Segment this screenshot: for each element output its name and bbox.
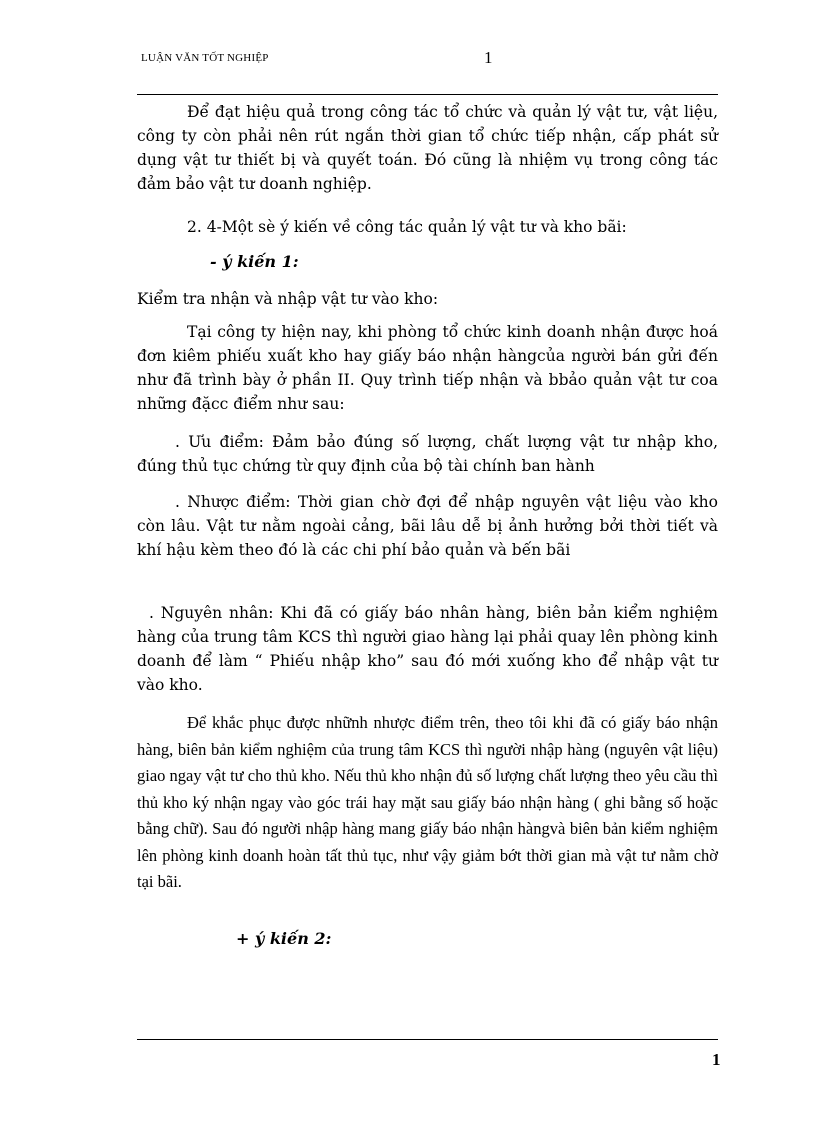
running-header-title: LUẬN VĂN TỐT NGHIỆP — [141, 52, 269, 64]
section-heading: 2. 4-Một sè ý kiến về công tác quản lý vật tư và kho bãi: — [187, 218, 627, 236]
paragraph-current-process: Tại công ty hiện nay, khi phòng tổ chức kinh doanh nhận được hoá đơn kiêm phiếu xuất kho hay giấy báo nhận hàngcủa người bán gửi đến như đã trình bày ở phần II. Quy trình tiếp nhận và bbảo quản vật tư coa những đặcc điểm như sau: — [137, 323, 718, 413]
footer-page-number: 1 — [712, 1050, 721, 1069]
header-rule — [137, 94, 718, 95]
paragraph-intro: Để đạt hiệu quả trong công tác tổ chức và quản lý vật tư, vật liệu, công ty còn phải nên rút ngắn thời gian tổ chức tiếp nhận, cấp phát sử dụng vật tư thiết bị và quyết toán. Đó cũng là nhiệm vụ trong công tác đảm bảo vật tư doanh nghiệp. — [137, 103, 718, 193]
intro-line: Kiểm tra nhận và nhập vật tư vào kho: — [137, 290, 439, 308]
paragraph-advantage: . Ưu điểm: Đảm bảo đúng số lượng, chất lượng vật tư nhập kho, đúng thủ tục chứng từ quy định của bộ tài chính ban hành — [137, 433, 718, 475]
header-page-number: 1 — [484, 48, 493, 67]
paragraph-solution: Để khắc phục được nhữnh nhược điểm trên, theo tôi khi đã có giấy báo nhận hàng, biên bản kiểm nghiệm của trung tâm KCS thì người nhập hàng (nguyên vật liệu) giao ngay vật tư cho thủ kho. Nếu thủ kho nhận đủ số lượng chất lượng theo yêu cầu thì thủ kho ký nhận ngay vào góc trái hay mặt sau giấy báo nhận hàng ( ghi bằng số hoặc bằng chữ). Sau đó người nhập hàng mang giấy báo nhận hàngvà biên bản kiểm nghiệm lên phòng kinh doanh hoàn tất thủ tục, như vậy giảm bớt thời gian mà vật tư nằm chờ tại bãi. — [137, 713, 718, 891]
opinion-2-heading: + ý kiến 2: — [236, 929, 332, 948]
paragraph-cause: . Nguyên nhân: Khi đã có giấy báo nhân hàng, biên bản kiểm nghiệm hàng của trung tâm KCS thì người giao hàng lại phải quay lên phòng kinh doanh để làm “ Phiếu nhập kho” sau đó mới xuống kho để nhập vật tư vào kho. — [137, 604, 718, 694]
footer-rule — [137, 1039, 718, 1040]
opinion-1-heading: - ý kiến 1: — [210, 252, 299, 271]
paragraph-disadvantage: . Nhược điểm: Thời gian chờ đợi để nhập nguyên vật liệu vào kho còn lâu. Vật tư nằm ngoài cảng, bãi lâu dễ bị ảnh hưởng bởi thời tiết và khí hậu kèm theo đó là các chi phí bảo quản và bến bãi — [137, 493, 718, 559]
